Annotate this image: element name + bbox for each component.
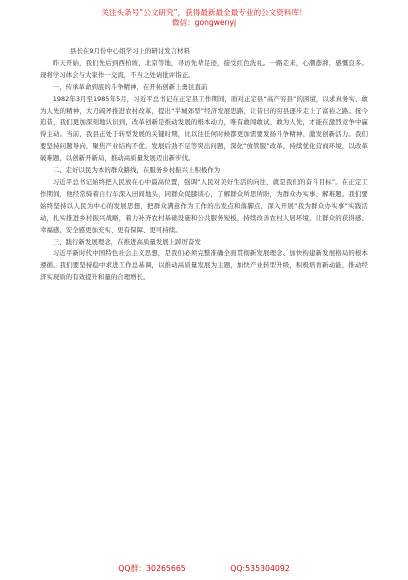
qq-number: QQ:535304092	[230, 564, 290, 573]
header-banner	[0, 8, 408, 28]
document-title: 县长在9月份中心组学习上的研讨发言材料	[70, 47, 191, 55]
paragraph-1: 1982年3月至1985年5月，习近平总书记在正定县工作期间，面对正定县“高产穷县”的困境，以求真务实、敢为人先的精神，大刀阔斧推进农村改革，提出“半城郊型”经济发展思路，让昔日的穷县逐步走上了富裕之路。抚今追昔，我们更加深刻地认识到，改革创新是推动发展的根本动力，唯有敢闯敢试、敢为人先，才能在激烈竞争中赢得主动。当前，我县正处于转型发展的关键时期，比以往任何时候都更加需要发扬斗争精神、激发创新活力。我们要坚持问题导向，聚焦产业结构不优、发展后劲不足等突出问题，深化“放管服”改革，持续优化营商环境，以改革破难题、以创新开新局，推动高质量发展迈出新步伐。	[40, 94, 368, 163]
section-heading-1: 一、传承革命到底的斗争精神，在开拓创新上勇往直前	[52, 82, 208, 91]
section-heading-3: 三、践行新发展理念，在推进高质量发展上踔厉奋发	[52, 237, 201, 246]
paragraph-2: 习近平总书记始终把人民放在心中最高位置，强调“人民对美好生活的向往，就是我们的奋斗目标”。在正定工作期间，他经常骑着自行车深入田间地头，同群众促膝谈心，了解群众所思所盼，为群众办实事、解难题。我们要始终坚持以人民为中心的发展思想，把群众满意作为工作的出发点和落脚点，深入开展“我为群众办实事”实践活动，扎实推进乡村振兴战略，着力补齐农村基础设施和公共服务短板，持续改善农村人居环境，让群众的获得感、幸福感、安全感更加充实、更有保障、更可持续。	[40, 177, 368, 234]
document-body	[40, 46, 368, 558]
banner-line-2: 微信：gongwenyj	[171, 18, 237, 27]
paragraph-intro: 昨天开始，我们先后到西柏坡、北京等地，寻访先辈足迹，接受红色洗礼。一路走来，心潮澎湃，感慨良多。现将学习体会与大家作一交流，不当之处请批评指正。	[40, 58, 368, 79]
qq-group: QQ群：30265665	[118, 564, 186, 573]
section-heading-2: 二、走好以民为本的群众路线，在服务乡村振兴上积极作为	[52, 166, 221, 175]
footer-contact	[0, 564, 408, 574]
paragraph-3: 习近平新时代中国特色社会主义思想，是我们必须完整准确全面贯彻新发展理念、加快构建新发展格局的根本遵循。我们要坚持稳中求进工作总基调，以推动高质量发展为主题，加快产业转型升级，积极培育新动能，推动经济实现质的有效提升和量的合理增长。	[40, 249, 368, 282]
banner-line-1: 关注头条号“公文研究”，获得最新最全最专业的公文资料库！	[101, 8, 307, 17]
